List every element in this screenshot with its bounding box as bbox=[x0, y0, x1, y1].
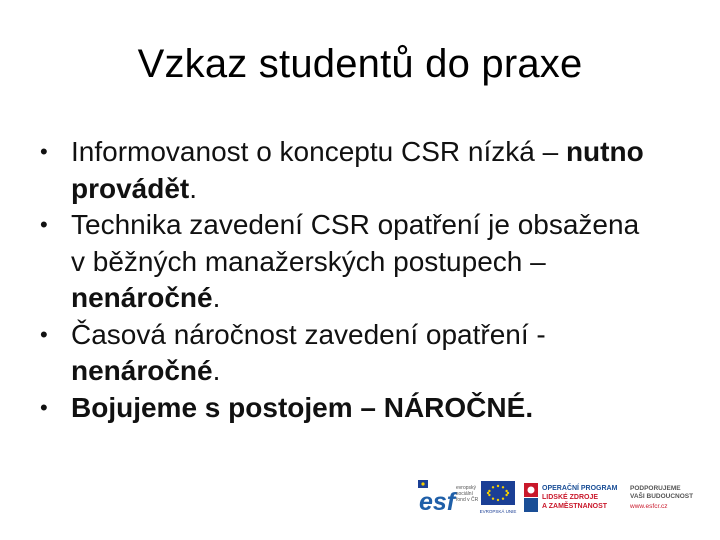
esf-wordmark: esf bbox=[419, 488, 456, 516]
slide-title: Vzkaz studentů do praxe bbox=[137, 42, 583, 86]
bullet-tail: . bbox=[212, 355, 221, 386]
eu-label: EVROPSKÁ UNIE bbox=[479, 509, 517, 514]
bullet-item bbox=[40, 134, 660, 207]
bullet-dot: • bbox=[40, 212, 48, 237]
bullet-emphasis: nenáročné bbox=[71, 355, 213, 386]
bullet-dot: • bbox=[40, 394, 48, 420]
bullet-tail: . bbox=[212, 282, 221, 313]
esf-caption-1: evropský bbox=[456, 485, 477, 491]
bullet-list bbox=[40, 134, 660, 426]
slogan-block bbox=[628, 480, 708, 514]
op-line-2: LIDSKÉ ZDROJE bbox=[542, 494, 599, 501]
eu-flag-icon bbox=[478, 478, 518, 516]
esf-url: www.esfcr.cz bbox=[630, 503, 668, 510]
funding-logos bbox=[418, 478, 708, 516]
bullet-dot: • bbox=[40, 139, 48, 164]
bullet-emphasis: nenáročné bbox=[71, 282, 213, 313]
slogan-line-1: PODPORUJEME bbox=[630, 485, 681, 492]
op-line-3: A ZAMĚSTNANOST bbox=[542, 503, 608, 510]
slogan-line-2: VAŠI BUDOUCNOST bbox=[630, 493, 694, 500]
op-line-1: OPERAČNÍ PROGRAM bbox=[542, 485, 618, 492]
op-lzz-logo bbox=[522, 480, 622, 514]
bullet-text: Technika zavedení CSR opatření je obsažena v běžných manažerských postupech – bbox=[71, 209, 640, 277]
bullet-dot: • bbox=[40, 321, 48, 347]
bullet-item bbox=[40, 317, 660, 390]
bullet-emphasis: Bojujeme s postojem – NÁROČNÉ bbox=[71, 391, 526, 423]
esf-caption-3: fond v ČR bbox=[456, 497, 479, 503]
bullet-text: Časová náročnost zavedení opatření - bbox=[71, 318, 546, 350]
esf-caption-2: sociální bbox=[456, 491, 473, 497]
bullet-tail: . bbox=[525, 391, 534, 423]
bullet-item bbox=[40, 207, 660, 317]
bullet-emphasis: nutno provádět bbox=[71, 136, 644, 204]
bullet-tail: . bbox=[189, 172, 198, 204]
bullet-text: Informovanost o konceptu CSR nízká – bbox=[71, 136, 559, 167]
esf-logo bbox=[418, 480, 479, 516]
bullet-item bbox=[40, 390, 660, 427]
